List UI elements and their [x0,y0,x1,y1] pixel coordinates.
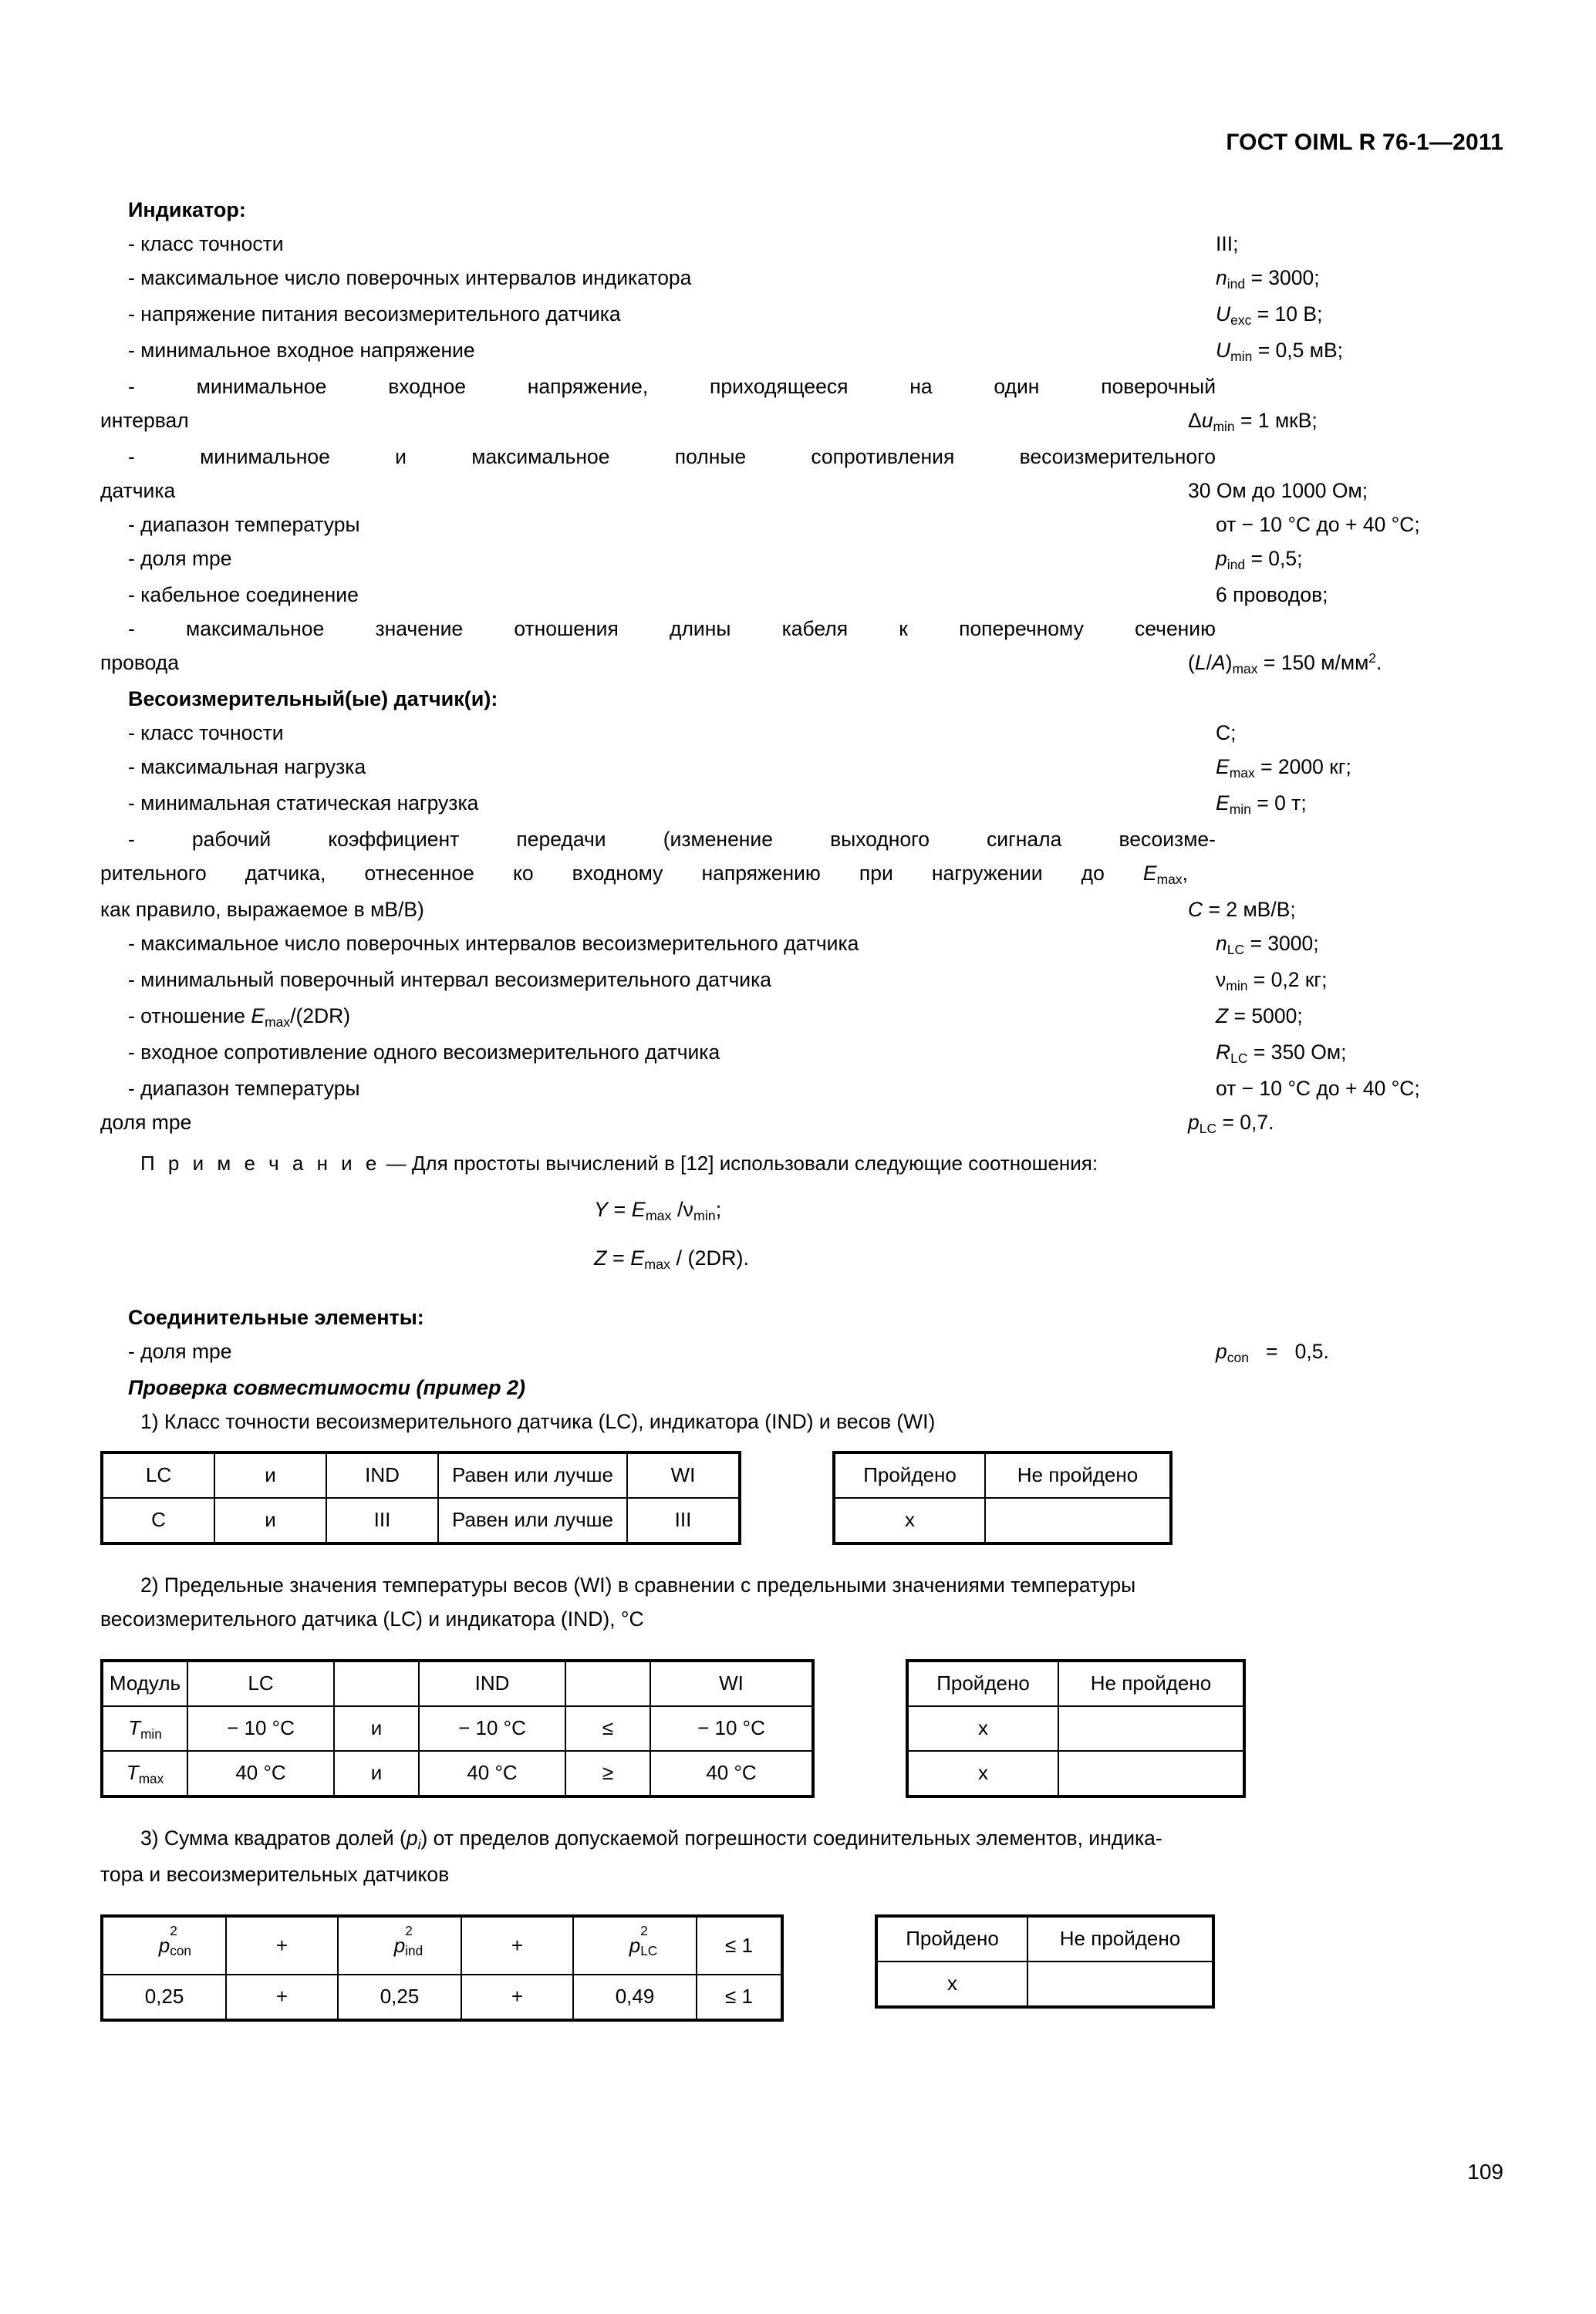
spec-label: - доля mpe [128,547,232,570]
indicator-heading-row [100,193,1496,227]
table-row [102,1498,740,1543]
table-cell: − 10 °C [650,1706,813,1751]
verdict-mark-passed: x [907,1751,1058,1796]
p-con-symbol: p 2 con [158,1922,191,1958]
table-row [102,1452,740,1498]
spec-row-continuation [100,474,1496,508]
table-row [102,1751,813,1796]
item2-text-line1: 2) Предельные значения температуры весов (WI) в сравнении с предельными значениями температуры [140,1574,1136,1597]
table-cell: III [627,1498,740,1543]
formula-y: $Y = E_{max}$ $/\nu_{min}$; [594,1198,722,1224]
item2-verdict-table [906,1659,1246,1798]
item1-table [100,1451,741,1545]
spec-value: $(L/A)_{max} = 150$ $м/мм^2$. [1188,649,1382,677]
spec-value: Z = 5000; [1216,1004,1303,1027]
verdict-mark-passed: x [834,1498,985,1543]
spec-label: - минимальный поверочный интервал весоизмерительного датчика [128,968,772,991]
table-row [876,1962,1213,2007]
table-row [102,1916,782,1975]
table-row-label: $T_{min}$ [102,1706,187,1751]
table-row [907,1661,1244,1706]
spec-row [100,227,1496,261]
spec-label: - диапазон температуры [128,513,360,536]
verdict-mark-passed: x [907,1706,1058,1751]
spec-row [100,750,1496,786]
spec-value: от − 10 °C до + 40 °C; [1216,513,1420,536]
table-cell: 0,25 [102,1975,226,2020]
spec-value: $\Delta u_{min} = 1$ мкВ; [1188,409,1318,435]
spec-row [100,369,1496,403]
spec-row [100,786,1496,822]
table-header-cell: WI [650,1661,813,1706]
spec-label: доля mpe [100,1111,192,1134]
table-cell: 40 °C [650,1751,813,1796]
table-cell: C [102,1498,214,1543]
spec-row [100,1071,1496,1105]
note-dash: — [380,1152,412,1175]
spec-label-cont: датчика [100,479,176,502]
spec-value: 6 проводов; [1216,583,1328,606]
table-cell: ≤ 1 [697,1975,782,2020]
table-header-cell: LC [102,1452,214,1498]
spec-label: - класс точности [128,721,284,744]
table-cell: 40 °C [187,1751,334,1796]
spec-value: III; [1216,232,1239,255]
spec-label: - входное сопротивление одного весоизмерительного датчика [128,1041,720,1064]
spec-row [100,1035,1496,1071]
spec-value: C; [1216,721,1237,744]
note-paragraph [100,1146,1496,1180]
note-text: Для простоты вычислений в [12] использовали следующие соотношения: [411,1152,1098,1175]
table-cell: и [214,1498,326,1543]
compatibility-check-heading: Проверка совместимости (пример 2) [128,1376,526,1399]
table-cell: + [461,1975,573,2020]
table-header-cell: WI [627,1452,740,1498]
spec-row [100,963,1496,999]
spec-row [100,578,1496,612]
spec-label: - кабельное соединение [128,583,359,606]
table-header-cell-p-ind [338,1916,461,1975]
spec-row [100,999,1496,1035]
table-row-label: $T_{max}$ [102,1751,187,1796]
table-cell: III [326,1498,438,1543]
connecting-heading-row [100,1300,1496,1334]
table-header-cell: и [214,1452,326,1498]
compat-heading-row [100,1371,1496,1405]
table-row [907,1751,1244,1796]
spec-value: $\nu_{min} = 0,2$ кг; [1216,968,1328,994]
table-row [102,1661,813,1706]
document-header-standard: ГОСТ OIML R 76-1—2011 [1226,130,1503,155]
spec-label-cont2: как правило, выражаемое в мВ/В) [100,898,424,921]
table-row [834,1498,1171,1543]
item2-table [100,1659,815,1798]
spec-label: - минимальное входное напряжение, приходящееся на один поверочный [128,375,1216,398]
spec-label: - доля mpe [128,1340,232,1363]
verdict-mark-passed: x [876,1962,1027,2007]
spec-row [100,612,1496,646]
spec-value: $E_{max} = 2000$ кг; [1216,755,1351,781]
table-header-cell: IND [326,1452,438,1498]
p-lc-symbol: p 2 LC [629,1922,658,1958]
spec-label: - максимальное число поверочных интервалов весоизмерительного датчика [128,932,859,955]
table-cell: − 10 °C [419,1706,565,1751]
item3-table [100,1914,784,2022]
spec-value: $p_{ind} = 0,5$; [1216,547,1303,573]
spec-value: C = 2 мВ/В; [1188,898,1296,921]
spec-row [100,440,1496,474]
table-cell: + [226,1975,338,2020]
verdict-mark-failed [985,1498,1171,1543]
table-row [876,1916,1213,1962]
spec-label: - минимальное и максимальное полные сопротивления весоизмерительного [128,445,1216,468]
table-cell: ≥ [565,1751,650,1796]
spec-row [100,261,1496,297]
spec-row [100,926,1496,963]
table-header-cell: IND [419,1661,565,1706]
table-header-cell: Равен или лучше [438,1452,627,1498]
spec-row [100,508,1496,541]
spec-label: - класс точности [128,232,284,255]
verdict-header-failed: Не пройдено [1027,1916,1213,1962]
spec-value: $n_{ind} = 3000$; [1216,266,1320,292]
item3-tables-row [100,1914,1496,2022]
item3-verdict-table [875,1914,1215,2009]
formula-z: $Z = E_{max} / (2DR)$. [594,1246,749,1273]
spec-row [100,297,1496,333]
table-header-cell: Модуль [102,1661,187,1706]
spec-row [100,716,1496,750]
table-row [102,1706,813,1751]
table-header-cell: + [226,1916,338,1975]
spec-label-cont: провода [100,651,179,674]
spec-label: - минимальное входное напряжение [128,339,475,362]
table-row [834,1452,1171,1498]
item3-text-line1: 3) Сумма квадратов долей $(p_i)$ от пределов допускаемой погрешности соединительных элементов, индика- [140,1827,1162,1853]
table-header-cell: ≤ 1 [697,1916,782,1975]
spec-value: $E_{min} = 0$ т; [1216,791,1307,818]
spec-value: $n_{LC} = 3000$; [1216,932,1319,958]
page-number: 109 [1467,2160,1503,2184]
item2-tables-row [100,1659,1496,1798]
verdict-mark-failed [1058,1706,1244,1751]
loadcell-heading-row [100,682,1496,716]
verdict-header-failed: Не пройдено [1058,1661,1244,1706]
loadcell-heading: Весоизмерительный(ые) датчик(и): [128,687,498,710]
spec-row [100,333,1496,369]
item1-tables-row [100,1451,1496,1545]
spec-row-continuation [100,646,1496,682]
verdict-header-passed: Пройдено [876,1916,1027,1962]
verdict-header-failed: Не пройдено [985,1452,1171,1498]
table-cell: и [334,1706,419,1751]
table-cell: Равен или лучше [438,1498,627,1543]
spec-row [100,822,1496,856]
spec-label: - минимальная статическая нагрузка [128,791,479,815]
table-cell: − 10 °C [187,1706,334,1751]
spec-value: $R_{LC} = 350$ Ом; [1216,1041,1347,1067]
spec-value: от − 10 °C до + 40 °C; [1216,1077,1420,1100]
spec-value: $U_{exc} = 10$ В; [1216,302,1323,329]
spec-value: $p_{LC} = 0,7$. [1188,1111,1274,1137]
table-row [102,1975,782,2020]
spec-value: $p_{con} = 0,5$. [1216,1340,1329,1366]
table-row [907,1706,1244,1751]
table-header-cell-p-lc [573,1916,697,1975]
spec-row-continuation [100,856,1496,892]
table-header-cell [334,1661,419,1706]
spec-label: - максимальное число поверочных интервалов индикатора [128,266,692,289]
spec-value: $U_{min} = 0,5$ мВ; [1216,339,1343,365]
page-content [100,193,1496,2022]
spec-row [100,1105,1496,1142]
spec-row-continuation [100,403,1496,440]
table-cell: 0,25 [338,1975,461,2020]
spec-row-continuation [100,892,1496,926]
verdict-header-passed: Пройдено [834,1452,985,1498]
indicator-heading: Индикатор: [128,198,246,221]
table-cell: 0,49 [573,1975,697,2020]
item1-text: 1) Класс точности весоизмерительного датчика (LC), индикатора (IND) и весов (WI) [140,1410,936,1433]
item3-text-line2: тора и весоизмерительных датчиков [100,1863,450,1886]
spec-label: - напряжение питания весоизмерительного датчика [128,302,621,326]
spec-label: - максимальная нагрузка [128,755,366,778]
spec-label: - отношение $E_{max}/(2DR)$ [128,1004,351,1031]
table-cell: и [334,1751,419,1796]
table-header-cell-p-con [102,1916,226,1975]
spec-label: - рабочий коэффициент передачи (изменение выходного сигнала весоизме- [128,828,1216,851]
spec-row [100,1334,1496,1371]
verdict-mark-failed [1058,1751,1244,1796]
spec-label-cont: рительного датчика, отнесенное ко входному напряжению при нагружении до $E_{max}$, [100,862,1188,888]
verdict-header-passed: Пройдено [907,1661,1058,1706]
spec-value: 30 Ом до 1000 Ом; [1188,479,1368,502]
note-prefix: П р и м е ч а н и е [140,1152,381,1175]
spec-label: - максимальное значение отношения длины кабеля к поперечному сечению [128,617,1216,640]
table-header-cell: LC [187,1661,334,1706]
spec-row [100,541,1496,578]
p-ind-symbol: p 2 ind [393,1922,423,1958]
table-header-cell: + [461,1916,573,1975]
connecting-heading: Соединительные элементы: [128,1306,424,1329]
table-cell: 40 °C [419,1751,565,1796]
table-header-cell [565,1661,650,1706]
spec-label: - диапазон температуры [128,1077,360,1100]
spec-label-cont: интервал [100,409,189,432]
item2-text-line2: весоизмерительного датчика (LC) и индикатора (IND), °C [100,1607,644,1631]
table-cell: ≤ [565,1706,650,1751]
item1-verdict-table [832,1451,1173,1545]
verdict-mark-failed [1027,1962,1213,2007]
